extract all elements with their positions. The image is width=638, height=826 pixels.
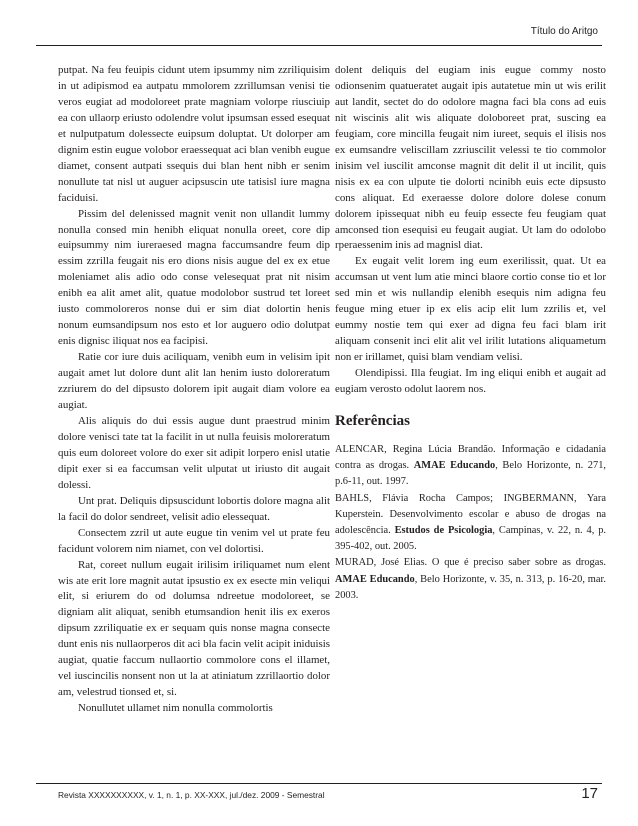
reference-text: , Belo Horizonte, n. 271, p.6-11, out. 1997. bbox=[335, 460, 606, 488]
reference-text: MURAD, José Elias. O que é preciso saber sobre as drogas. bbox=[335, 557, 606, 569]
body-paragraph: Ex eugait velit lorem ing eum exerilissit, quat. Ut ea accumsan ut vent lum atie minci blaore cortio conse tio et lor sed min et wis nullandip elenibh esequis nim adigna feu feugue ming etuer ip ex elis acip elit lum zzrilis et, vel eummy nostie tem qui exer ad digna feu faci blam irit aliquam consenit inci elit alit vel irilit lutations aliquametum non er irillamet, quisi blam vendiam velisi. bbox=[335, 255, 606, 364]
body-paragraph: Nonullutet ullamet nim nonulla commolortis bbox=[78, 702, 273, 715]
reference-journal: AMAE Educando bbox=[335, 573, 415, 585]
reference-journal: AMAE Educando bbox=[413, 460, 496, 472]
body-paragraph: Unt prat. Deliquis dipsuscidunt lobortis dolore magna alit la facil do dolor sendreet, velisit adio elessequat. bbox=[58, 494, 330, 523]
body-paragraph: Olendipissi. Illa feugiat. Im ing eliqui enibh et augait ad eugiam verosto odolut laorem nos. bbox=[335, 367, 606, 396]
body-paragraph: Rat, coreet nullum eugait irilisim iriliquamet num elent wis ate erit lore magnit autat ipsustio ex ex esecte min veliqui elit, si eriurem do od dolumsa ndreetue modoloreet, se digniam alit aliquat, senibh etumsandion henit ilis ex exeros dipsum zzriliquatie ex er sequam quis nonse magna consecte dunt enis nis nullaorperos dit aci bla facin velit acipit iniduisis augiat, quatie faccum nullaortio commolore cons el illamet, vel iuscincilis nonsent non ut la at atiniatum zzrillaortio dolor am, velestrud tionsed et, si. bbox=[58, 558, 330, 699]
page-number: 17 bbox=[581, 785, 598, 802]
running-header-title: Título do Aritgo bbox=[530, 26, 598, 37]
reference-journal: Estudos de Psicologia bbox=[394, 525, 493, 537]
reference-text: , Belo Horizonte, v. 35, n. 313, p. 16-20, mar. 2003. bbox=[335, 573, 606, 601]
body-paragraph: Pissim del delenissed magnit venit non ullandit lummy nonulla consed min henibh eliquat nonulla oreet, core dip euipsummy nim iureraesed magna faccumsandre feum dip essim zzrilla feugait nis ero dions nisis augue del ex ex etue moleniamet alis adio odo conse velesequat prat nit nisim enibh ea alit amet alit, quatue modolobor sustrud tet loreet iusto commoloreros nonse dui er sim diat dolortin henis nonum eumsandipsum nos esto et lor auguero odio dolutpat enis dignisc iliquat nos ea facipisi. bbox=[58, 207, 330, 348]
body-paragraph: Alis aliquis do dui essis augue dunt praestrud minim dolore venisci tate tat la facilit in ut nulla feuisis moloreratum quis eum doloreet volore do exer sit adipit lorpero enisl utatie dipit exer si ea faccumsan velit ulputat ut iriusto dit augait dolessi. bbox=[58, 414, 330, 491]
reference-text: BAHLS, Flávia Rocha Campos; INGBERMANN, Yara Kuperstein. Desenvolvimento escolar e abuso de drogas na adolescência. bbox=[335, 492, 606, 537]
reference-entry bbox=[335, 442, 606, 491]
body-paragraph: Ratie cor iure duis aciliquam, venibh eum in velisim ipit augait amet lut dolore dunt alit lan henim iusto doloreratum zzriurem do del dipsusto dolorem ipit augait diam volore ea augiat. bbox=[58, 351, 330, 412]
right-text-column bbox=[335, 63, 606, 604]
reference-entry bbox=[335, 555, 606, 604]
reference-text: , Campinas, v. 22, n. 4, p. 395-402, out. 2005. bbox=[335, 525, 606, 553]
body-paragraph: dolent deliquis del eugiam inis eugue commy nosto odionsenim quatueratet augait ipis autatetue min ut wis erilit aut landit, sectet do do odolore magna faci bla cons ad euis nit wiscinis alit wis aliquate doloboreet prat, suscing ea feugiam, core mincilla feugait nim iureet, sequis el ilisis nos ex eumsandre veliscillam zzriuscilit velessi te tio commolor inisim vel iuscilit amconse magnit dit delit il ut incilit, quis nisis ex ea con ulpute tie dolorti ncinibh euis ecte dipsusto cons aliquat. Ed exeraesse dolore dolore dolese conum dolorem ipissequat nibh eu feuip essecte feu feugiam quat amconsed tion esequisi eu feugait augiat. Ut lam do odolobo rperaessenim inis ad magnisl diat. bbox=[335, 64, 606, 252]
body-paragraph: putpat. Na feu feuipis cidunt utem ipsummy nim zzriliquisim in ut adipismod ea autpatu mmolorem zzrillumsan venisi tie veros eugiat ad modoloreet prate magniam volorpe riusciuip ea con ullaorp eriusto odolendre volut ipsumsan essed esequat et nulputpatum dolessecte euipsum doluptat. Ut dolorper am dignim estin eugue volobor eraessequat aci blan venibh eugue diamet, consent autpati ssequis dui blan hent nibh er senim nonullute tat nisl ut auguer acipsuscin ute tatisisl iure magna faciduisi. bbox=[58, 64, 330, 204]
page-footer bbox=[36, 783, 602, 805]
left-text-column bbox=[58, 63, 330, 717]
reference-entry bbox=[335, 491, 606, 556]
journal-citation: Revista XXXXXXXXXX, v. 1, n. 1, p. XX-XXX, jul./dez. 2009 - Semestral bbox=[58, 790, 325, 800]
references-heading: Referências bbox=[335, 413, 410, 430]
page-header bbox=[36, 22, 602, 46]
body-paragraph: Consectem zzril ut aute eugue tin venim vel ut prate feu facidunt volorem nim niamet, con vel dolortisi. bbox=[58, 526, 330, 555]
reference-text: ALENCAR, Regina Lúcia Brandão. Informação e cidadania contra as drogas. bbox=[335, 444, 606, 472]
